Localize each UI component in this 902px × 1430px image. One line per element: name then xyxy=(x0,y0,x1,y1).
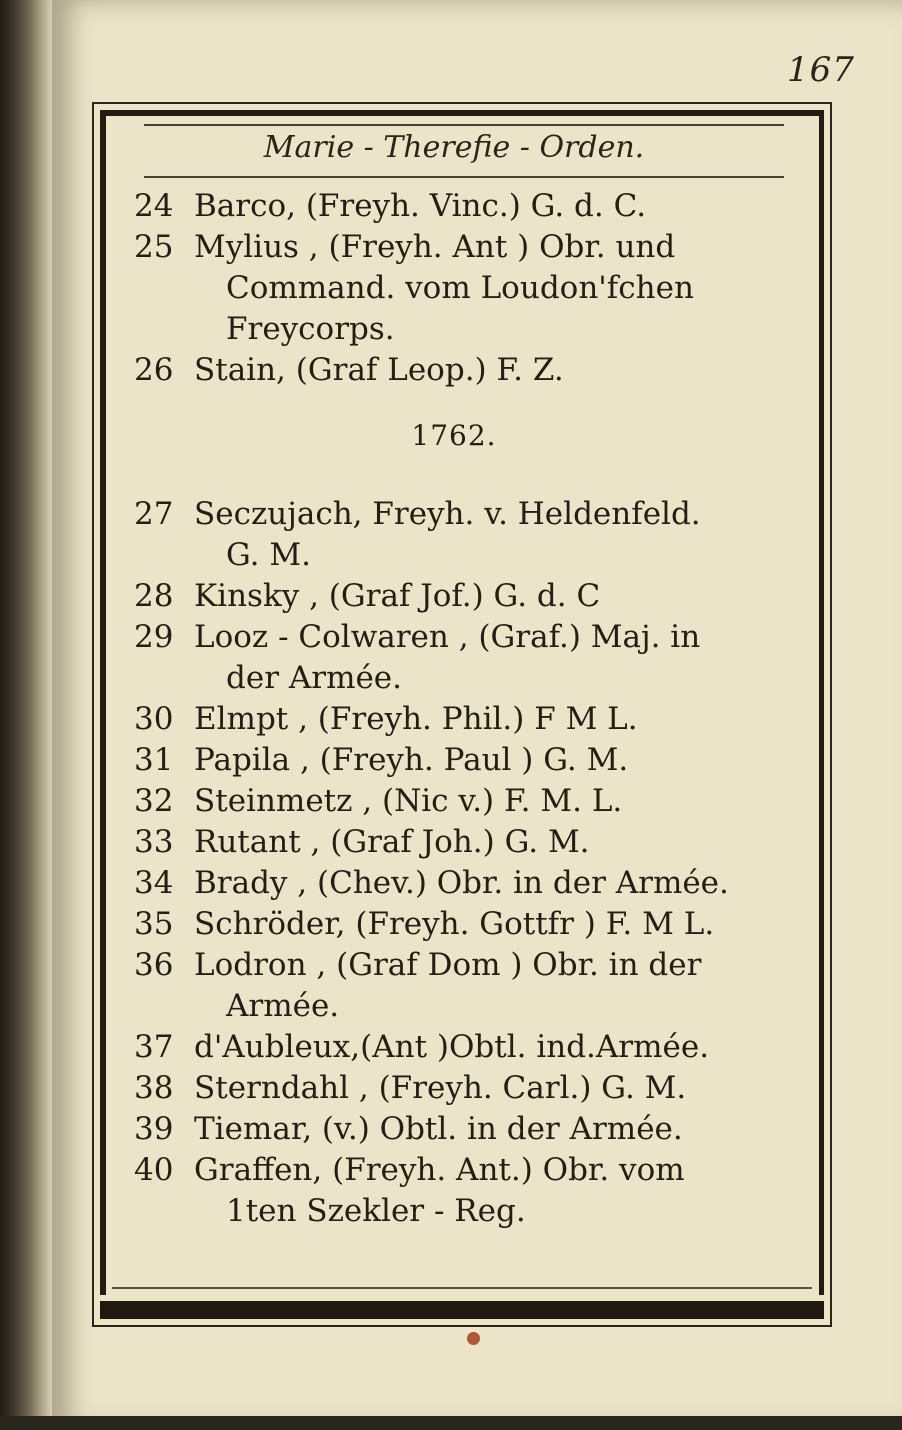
entry-number: 33 xyxy=(134,824,174,860)
entry-line: Looz - Colwaren , (Graf.) Maj. in xyxy=(194,619,701,655)
entry-number: 35 xyxy=(134,906,174,942)
entry-row xyxy=(134,1027,774,1068)
entry-text xyxy=(194,781,774,822)
entry-number: 39 xyxy=(134,1111,174,1147)
header-rule-top xyxy=(144,124,784,126)
entry-line: Barco, (Freyh. Vinc.) G. d. C. xyxy=(194,188,647,224)
page-frame xyxy=(92,102,832,1327)
entry-line: Kinsky , (Graf Jof.) G. d. C xyxy=(194,578,601,614)
entry-text xyxy=(194,740,774,781)
entry-text xyxy=(194,945,774,1027)
entry-row xyxy=(134,494,774,576)
entry-number: 24 xyxy=(134,188,174,224)
entry-text xyxy=(194,227,774,350)
entry-text xyxy=(194,904,774,945)
entry-number: 34 xyxy=(134,865,174,901)
entry-number: 37 xyxy=(134,1029,174,1065)
entries-before-year xyxy=(134,186,774,391)
entry-line: Rutant , (Graf Joh.) G. M. xyxy=(194,824,590,860)
entry-line: Elmpt , (Freyh. Phil.) F M L. xyxy=(194,701,638,737)
frame-bottom-rule xyxy=(112,1287,812,1289)
entry-text xyxy=(194,576,774,617)
entry-row xyxy=(134,863,774,904)
section-title: Marie - Therefie - Orden. xyxy=(263,130,645,165)
entry-text xyxy=(194,863,774,904)
entry-continuation-line: 1ten Szekler - Reg. xyxy=(226,1193,526,1229)
entry-line: Stain, (Graf Leop.) F. Z. xyxy=(194,352,564,388)
book-spine xyxy=(0,0,52,1430)
frame-bottom-bar xyxy=(100,1301,824,1319)
entry-text xyxy=(194,1027,774,1068)
entry-line: Sterndahl , (Freyh. Carl.) G. M. xyxy=(194,1070,687,1106)
entry-row xyxy=(134,576,774,617)
entry-line: Brady , (Chev.) Obr. in der Armée. xyxy=(194,865,729,901)
entry-list xyxy=(134,186,774,1232)
entry-row xyxy=(134,617,774,699)
year-heading: 1762. xyxy=(411,419,497,452)
entry-text xyxy=(194,617,774,699)
entry-continuation-line: Freycorps. xyxy=(226,311,395,347)
entry-row xyxy=(134,699,774,740)
entry-line: Seczujach, Freyh. v. Heldenfeld. xyxy=(194,496,701,532)
entry-row xyxy=(134,1150,774,1232)
entry-text xyxy=(194,350,774,391)
entry-continuation-line: der Armée. xyxy=(226,660,403,696)
entry-number: 36 xyxy=(134,947,174,983)
entry-text xyxy=(194,1150,774,1232)
entry-text xyxy=(194,1068,774,1109)
entry-line: Mylius , (Freyh. Ant ) Obr. und xyxy=(194,229,676,265)
entry-text xyxy=(194,494,774,576)
entry-line: Papila , (Freyh. Paul ) G. M. xyxy=(194,742,629,778)
entry-row xyxy=(134,740,774,781)
entry-line: Tiemar, (v.) Obtl. in der Armée. xyxy=(194,1111,683,1147)
entry-text xyxy=(194,822,774,863)
entry-row xyxy=(134,186,774,227)
entry-text xyxy=(194,186,774,227)
entry-row xyxy=(134,822,774,863)
entry-number: 38 xyxy=(134,1070,174,1106)
entry-line: Graffen, (Freyh. Ant.) Obr. vom xyxy=(194,1152,685,1188)
entry-number: 26 xyxy=(134,352,174,388)
entry-number: 25 xyxy=(134,229,174,265)
entry-continuation-line: Armée. xyxy=(226,988,340,1024)
entry-number: 31 xyxy=(134,742,174,778)
entry-number: 40 xyxy=(134,1152,174,1188)
entry-number: 30 xyxy=(134,701,174,737)
entry-number: 29 xyxy=(134,619,174,655)
entry-line: d'Aubleux,(Ant )Obtl. ind.Armée. xyxy=(194,1029,710,1065)
entry-line: Schröder, (Freyh. Gottfr ) F. M L. xyxy=(194,906,715,942)
entry-number: 32 xyxy=(134,783,174,819)
header-rule-bottom xyxy=(144,176,784,178)
page-number: 167 xyxy=(787,50,855,90)
entry-line: Lodron , (Graf Dom ) Obr. in der xyxy=(194,947,702,983)
entry-text xyxy=(194,1109,774,1150)
entries-after-year xyxy=(134,494,774,1232)
entry-row xyxy=(134,227,774,350)
entry-row xyxy=(134,1109,774,1150)
entry-continuation-line: G. M. xyxy=(226,537,311,573)
book-page xyxy=(52,0,902,1430)
entry-line: Steinmetz , (Nic v.) F. M. L. xyxy=(194,783,623,819)
entry-row xyxy=(134,904,774,945)
entry-row xyxy=(134,781,774,822)
entry-row xyxy=(134,945,774,1027)
ink-stain xyxy=(467,1332,480,1345)
book-cover-edge xyxy=(0,1416,902,1430)
entry-number: 28 xyxy=(134,578,174,614)
entry-continuation-line: Command. vom Loudon'fchen xyxy=(226,270,694,306)
entry-row xyxy=(134,350,774,391)
entry-text xyxy=(194,699,774,740)
entry-number: 27 xyxy=(134,496,174,532)
entry-row xyxy=(134,1068,774,1109)
